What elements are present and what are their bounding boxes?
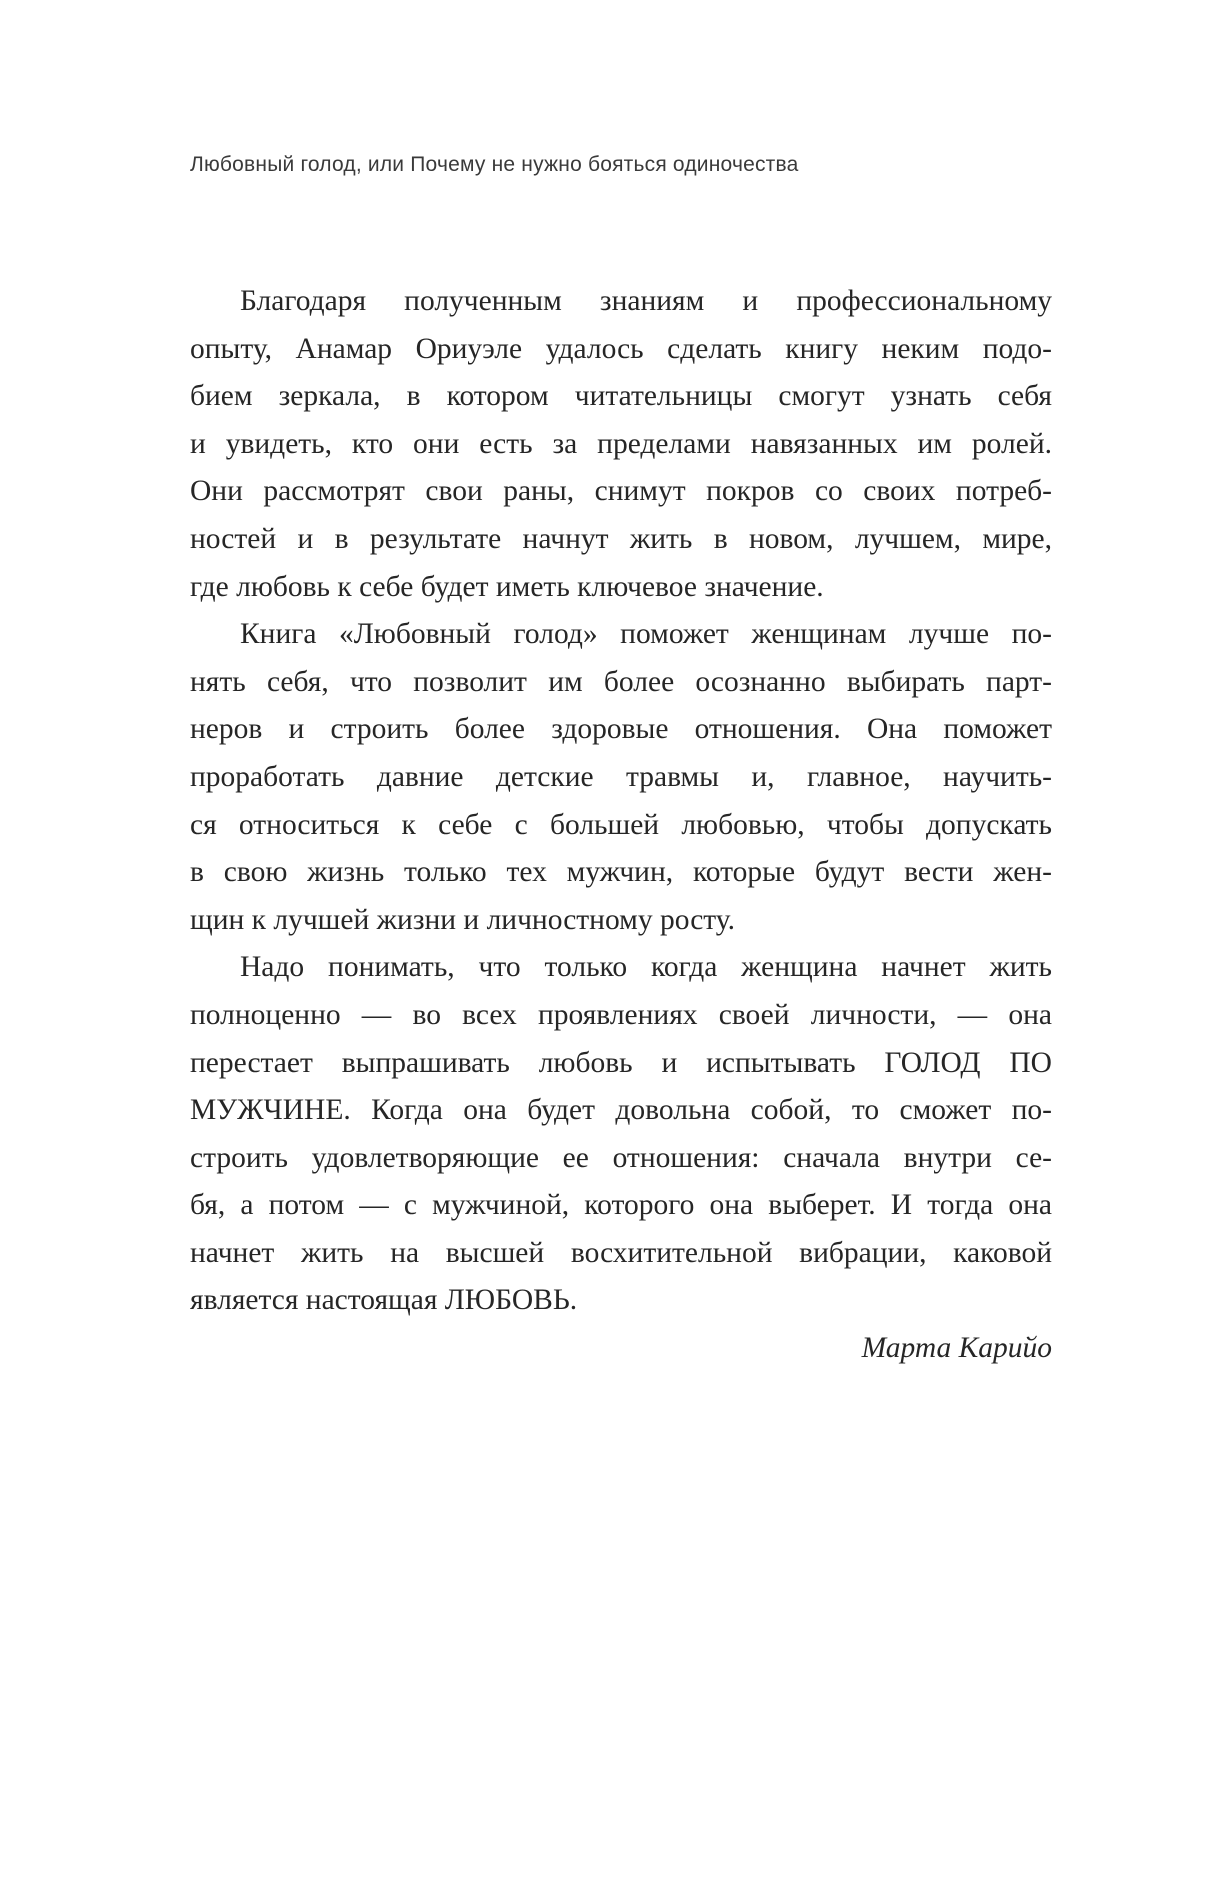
text-line: Благодаря полученным знаниям и профессиональному bbox=[240, 285, 1052, 317]
text-block bbox=[190, 278, 1052, 1373]
text-line: ся относиться к себе с большей любовью, чтобы допускать bbox=[190, 808, 1052, 841]
text-line: ностей и в результате начнут жить в новом, лучшем, мире, bbox=[190, 522, 1052, 555]
text-line: перестает выпрашивать любовь и испытывать ГОЛОД ПО bbox=[190, 1046, 1052, 1079]
paragraph-2 bbox=[190, 611, 1052, 944]
running-head: Любовный голод, или Почему не нужно бояться одиночества bbox=[190, 153, 799, 176]
text-line: МУЖЧИНЕ. Когда она будет довольна собой, то сможет по- bbox=[190, 1094, 1052, 1127]
text-line: начнет жить на высшей восхитительной вибрации, каковой bbox=[190, 1236, 1052, 1269]
text-line: бя, а потом — с мужчиной, которого она выберет. И тогда она bbox=[190, 1189, 1052, 1222]
text-line: Они рассмотрят свои раны, снимут покров со своих потреб- bbox=[190, 475, 1052, 508]
text-line: бием зеркала, в котором читательницы смогут узнать себя bbox=[190, 380, 1052, 413]
text-line: щин к лучшей жизни и личностному росту. bbox=[190, 903, 735, 936]
text-line: неров и строить более здоровые отношения. Она поможет bbox=[190, 713, 1052, 746]
text-line: является настоящая ЛЮБОВЬ. bbox=[190, 1284, 578, 1317]
paragraph-1 bbox=[190, 278, 1052, 611]
text-line: в свою жизнь только тех мужчин, которые будут вести жен- bbox=[190, 856, 1052, 889]
text-line: проработать давние детские травмы и, главное, научить- bbox=[190, 760, 1052, 793]
text-line: нять себя, что позволит им более осознанно выбирать парт- bbox=[190, 665, 1052, 698]
text-line: где любовь к себе будет иметь ключевое значение. bbox=[190, 570, 824, 603]
text-line: полноценно — во всех проявлениях своей личности, — она bbox=[190, 998, 1052, 1031]
text-line: Надо понимать, что только когда женщина начнет жить bbox=[240, 951, 1052, 984]
text-line: и увидеть, кто они есть за пределами навязанных им ролей. bbox=[190, 427, 1052, 460]
signature: Марта Карийо bbox=[861, 1332, 1052, 1365]
text-line: строить удовлетворяющие ее отношения: сначала внутри се- bbox=[190, 1141, 1052, 1174]
text-line: Книга «Любовный голод» поможет женщинам лучше по- bbox=[240, 618, 1052, 651]
paragraph-3 bbox=[190, 944, 1052, 1325]
text-line: опыту, Анамар Ориуэле удалось сделать книгу неким подо- bbox=[190, 332, 1052, 365]
